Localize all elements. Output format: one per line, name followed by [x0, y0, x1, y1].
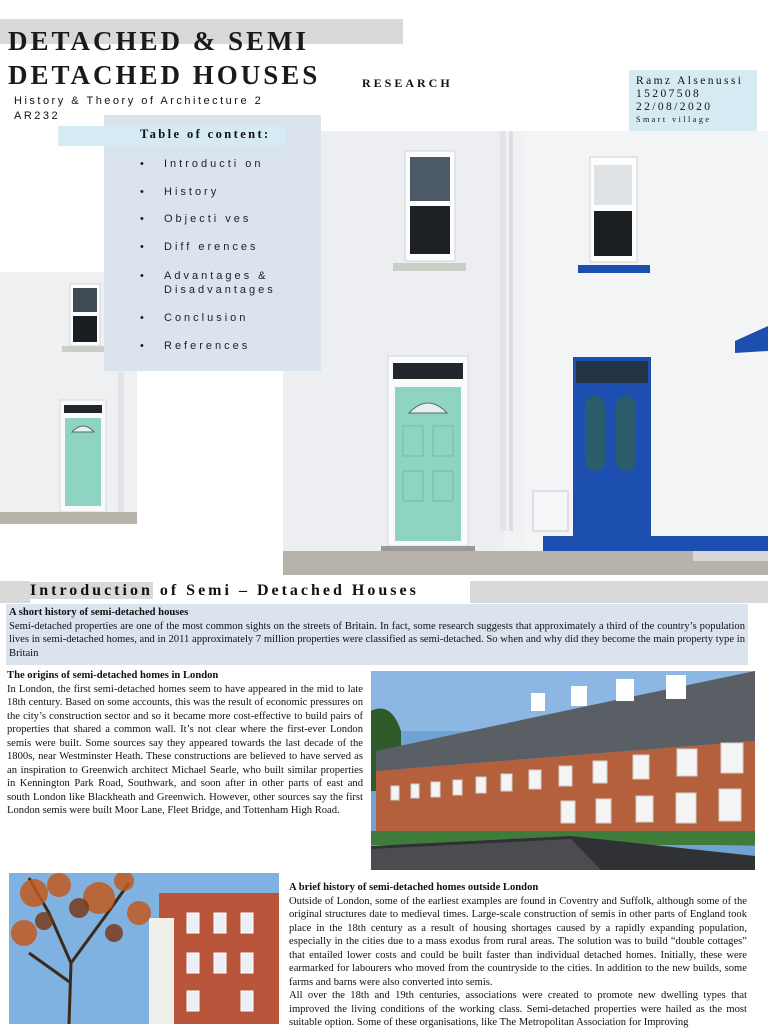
- page-title-line1: DETACHED & SEMI: [8, 26, 310, 56]
- toc-item-history[interactable]: • History: [140, 186, 220, 198]
- section-heading-introduction: [30, 582, 419, 600]
- toc-item-advantages[interactable]: • Advantages &: [140, 270, 269, 282]
- outside-heading: A brief history of semi-detached homes outside London: [289, 882, 539, 893]
- student-id: 15207508: [636, 88, 702, 100]
- course-subtitle: History & Theory of Architecture 2: [14, 95, 264, 107]
- toc-item-references[interactable]: • References: [140, 340, 251, 352]
- autumn-tree-houses-photo: [9, 873, 279, 1024]
- short-history-heading: A short history of semi-detached houses: [9, 607, 189, 618]
- intro-title-a: Introduction: [30, 582, 153, 599]
- outside-text-2: All over the 18th and 19th centuries, associations were created to promote new dwelling types that improved the living conditions of the working class. Semi-detached properties were hailed as the most suitable option. Some of these organisations, like The Metropolitan Association for Improving: [289, 990, 747, 1028]
- author-name: Ramz Alsenussi: [636, 75, 744, 87]
- london-heading: The origins of semi-detached homes in London: [7, 670, 219, 681]
- toc-item-introduction[interactable]: • Introducti on: [140, 158, 264, 170]
- course-code: AR232: [14, 110, 61, 122]
- london-text: In London, the first semi-detached homes seem to have appeared in the mid to late 18th century. Based on some accounts, this was the result of economic pressures on the city’s construction sector and so it became more cost-effective to build pairs of properties that shared a common wall. It’s not clear where the first-ever London semis were built. Some sources say they appeared towards the last decade of the 1800s, near Westminster Heath. These constructions are believed to have served as an inspiration to Greenwich architect Michael Searle, who built similar properties in Kennington Park Road, Southwark, and soon after in other parts of east and south London like Blackheath and Greenwich. However, other sources say the first London semis were built Moor Lane, Fleet Bridge, and Tottenham High Road.: [7, 683, 363, 816]
- toc-item-differences[interactable]: • Diff erences: [140, 241, 259, 253]
- toc-item-conclusion[interactable]: • Conclusion: [140, 312, 249, 324]
- toc-item-objectives[interactable]: • Objecti ves: [140, 213, 252, 225]
- outside-london-block: [289, 881, 747, 1030]
- date: 22/08/2020: [636, 101, 713, 113]
- intro-title-b: of Semi – Detached Houses: [152, 582, 419, 599]
- page-title-line2: DETACHED HOUSES: [8, 60, 321, 90]
- intro-bar-right: [470, 581, 768, 603]
- toc-title: Table of content:: [140, 127, 271, 141]
- short-history-text: Semi-detached properties are one of the most common sights on the streets of Britain. In fact, some research suggests that approximately a third of the country’s population lives in semi-detached homes, and in 2011 approximately 7 million properties were classified as semi-detached. So when and why did they become the main property type in Britain: [9, 620, 745, 659]
- white-houses-photo: [283, 131, 768, 575]
- research-label: RESEARCH: [362, 76, 453, 90]
- outside-text-1: Outside of London, some of the earliest examples are found in Coventry and Suffolk, although some of the original structures date to medieval times. Large-scale construction of semis in other parts of England took place in the 18th century as a result of housing shortages caused by a rapidly expanding population, especially in the cities due to a mass exodus from rural areas. The solution was to build “double cottages” that entailed lower costs and could be built faster than individual detached homes. Initially, these were earmarked for labourers who moved from the countryside to the cities. In addition to the new builds, some farms and barns were also converted into semis.: [289, 895, 747, 988]
- toc-item-disadvantages[interactable]: Disadvantages: [164, 284, 276, 296]
- short-history-block: [9, 606, 745, 660]
- london-history-block: [7, 669, 363, 818]
- intro-bar-left: [0, 581, 30, 603]
- brick-terrace-photo: [371, 671, 755, 870]
- topic-tag: Smart village: [636, 115, 712, 124]
